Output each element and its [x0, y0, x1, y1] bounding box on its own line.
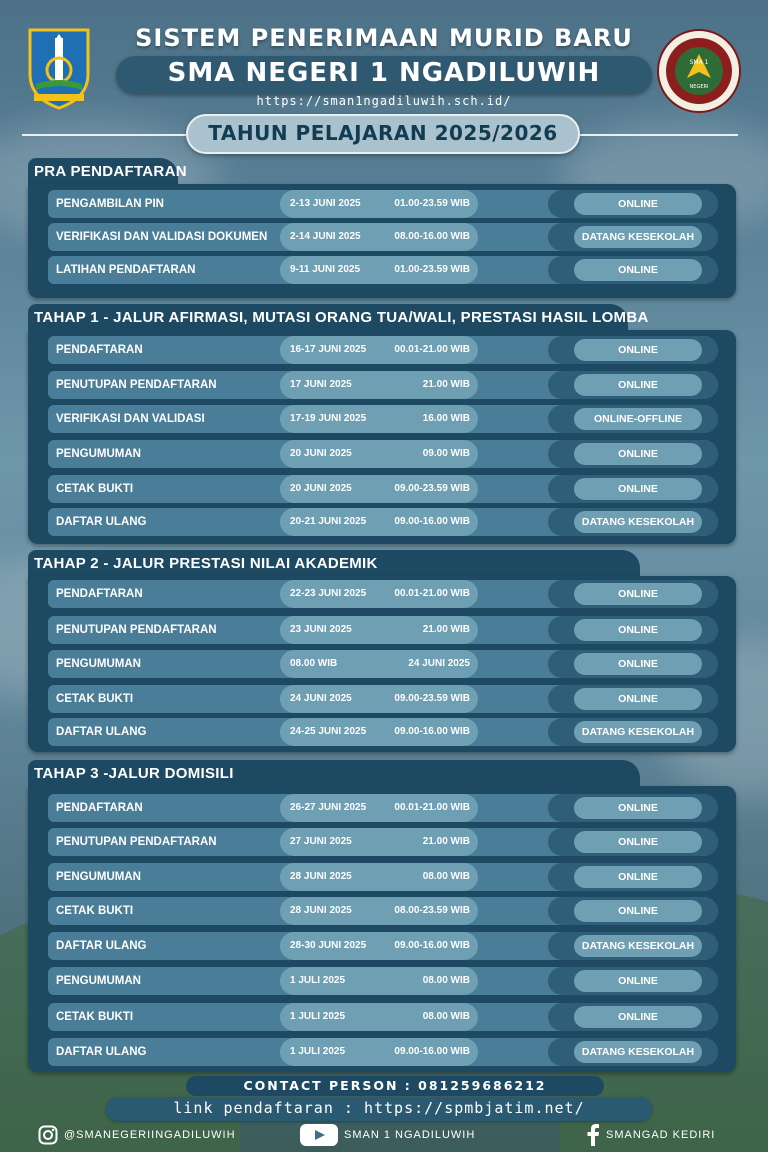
schedule-row	[48, 967, 718, 995]
activity-label: PENDAFTARAN	[56, 802, 143, 814]
activity-date: 22-23 JUNI 2025	[290, 588, 367, 599]
activity-status: ONLINE	[618, 905, 658, 917]
school-year: TAHUN PELAJARAN 2025/2026	[208, 121, 558, 145]
schedule-row	[48, 828, 718, 856]
schedule-row	[48, 405, 718, 433]
activity-time: 01.00-23.59 WIB	[394, 264, 470, 275]
activity-date: 08.00 WIB	[290, 658, 338, 669]
instagram-icon	[38, 1125, 58, 1145]
schedule-row	[48, 508, 718, 536]
activity-date: 2-13 JUNI 2025	[290, 198, 361, 209]
school-website-link[interactable]: https://sman1ngadiluwih.sch.id/	[256, 94, 512, 108]
activity-date: 24-25 JUNI 2025	[290, 726, 367, 737]
activity-time: 16.00 WIB	[422, 413, 470, 424]
poster-header	[0, 0, 768, 160]
activity-date: 23 JUNI 2025	[290, 624, 352, 635]
schedule-row	[48, 190, 718, 218]
activity-date: 20-21 JUNI 2025	[290, 516, 367, 527]
contact-person: CONTACT PERSON : 081259686212	[243, 1078, 547, 1093]
activity-status: ONLINE	[618, 871, 658, 883]
activity-status: DATANG KESEKOLAH	[581, 231, 695, 243]
activity-date: 27 JUNI 2025	[290, 836, 352, 847]
activity-time: 09.00 WIB	[422, 448, 470, 459]
activity-status: ONLINE	[618, 448, 658, 460]
activity-label: CETAK BUKTI	[56, 1011, 134, 1023]
schedule-row	[48, 475, 718, 503]
activity-label: CETAK BUKTI	[56, 693, 134, 705]
activity-status: ONLINE	[618, 379, 658, 391]
schedule-row	[48, 336, 718, 364]
activity-status: ONLINE	[618, 836, 658, 848]
school-badge-icon	[656, 28, 742, 114]
activity-label: DAFTAR ULANG	[56, 726, 147, 738]
activity-time: 08.00 WIB	[422, 871, 470, 882]
divider	[580, 134, 738, 136]
schedule-row	[48, 223, 718, 251]
activity-date: 17 JUNI 2025	[290, 379, 352, 390]
activity-status: DATANG KESEKOLAH	[581, 516, 695, 528]
activity-time: 09.00-23.59 WIB	[394, 483, 470, 494]
activity-status: ONLINE	[618, 624, 658, 636]
activity-time: 08.00-16.00 WIB	[394, 231, 470, 242]
activity-time: 00.01-21.00 WIB	[394, 802, 470, 813]
schedule-row	[48, 863, 718, 891]
activity-time: 08.00 WIB	[422, 1011, 470, 1022]
activity-date: 20 JUNI 2025	[290, 448, 352, 459]
activity-label: PENUTUPAN PENDAFTARAN	[56, 379, 217, 391]
schedule-row	[48, 1038, 718, 1066]
activity-time: 08.00-23.59 WIB	[394, 905, 470, 916]
section-tahap-2	[28, 550, 736, 750]
activity-label: CETAK BUKTI	[56, 905, 134, 917]
activity-date: 17-19 JUNI 2025	[290, 413, 367, 424]
youtube-icon	[300, 1124, 338, 1146]
activity-label: PENGUMUMAN	[56, 448, 141, 460]
instagram-handle[interactable]	[38, 1124, 236, 1146]
activity-status: ONLINE	[618, 658, 658, 670]
section-tahap-1	[28, 304, 736, 544]
section-tahap-3	[28, 760, 736, 1072]
section-pra-pendaftaran	[28, 158, 736, 298]
activity-date: 16-17 JUNI 2025	[290, 344, 367, 355]
activity-date: 1 JULI 2025	[290, 1011, 346, 1022]
schedule-row	[48, 794, 718, 822]
divider	[22, 134, 186, 136]
activity-label: DAFTAR ULANG	[56, 1046, 147, 1058]
activity-label: VERIFIKASI DAN VALIDASI DOKUMEN	[56, 231, 268, 243]
schedule-row	[48, 616, 718, 644]
youtube-label: SMAN 1 NGADILUWIH	[344, 1129, 476, 1141]
activity-date: 28-30 JUNI 2025	[290, 940, 367, 951]
schedule-row	[48, 371, 718, 399]
activity-time: 21.00 WIB	[422, 624, 470, 635]
activity-label: DAFTAR ULANG	[56, 516, 147, 528]
activity-date: 28 JUNI 2025	[290, 905, 352, 916]
schedule-row	[48, 440, 718, 468]
section-title: TAHAP 1 - JALUR AFIRMASI, MUTASI ORANG TUA/WALI, PRESTASI HASIL LOMBA	[34, 309, 649, 326]
schedule-row	[48, 650, 718, 678]
activity-time: 08.00 WIB	[422, 975, 470, 986]
activity-label: LATIHAN PENDAFTARAN	[56, 264, 196, 276]
poster-title: SISTEM PENERIMAAN MURID BARU	[135, 24, 633, 52]
activity-label: PENDAFTARAN	[56, 588, 143, 600]
activity-time: 09.00-16.00 WIB	[394, 516, 470, 527]
activity-date: 28 JUNI 2025	[290, 871, 352, 882]
activity-status: ONLINE	[618, 198, 658, 210]
activity-status: ONLINE	[618, 802, 658, 814]
activity-label: CETAK BUKTI	[56, 483, 134, 495]
schedule-row	[48, 580, 718, 608]
activity-status: ONLINE	[618, 264, 658, 276]
svg-text:SMA 1: SMA 1	[689, 59, 709, 66]
activity-label: PENGUMUMAN	[56, 658, 141, 670]
schedule-row	[48, 718, 718, 746]
activity-time: 00.01-21.00 WIB	[394, 588, 470, 599]
activity-label: PENUTUPAN PENDAFTARAN	[56, 836, 217, 848]
activity-status: ONLINE-OFFLINE	[593, 413, 683, 425]
activity-label: PENGUMUMAN	[56, 975, 141, 987]
activity-status: ONLINE	[618, 588, 658, 600]
activity-date: 24 JUNI 2025	[290, 693, 352, 704]
activity-date: 26-27 JUNI 2025	[290, 802, 367, 813]
activity-date: 1 JULI 2025	[290, 975, 346, 986]
schedule-row	[48, 897, 718, 925]
activity-status: DATANG KESEKOLAH	[581, 1046, 695, 1058]
activity-time: 09.00-16.00 WIB	[394, 940, 470, 951]
activity-status: DATANG KESEKOLAH	[581, 726, 695, 738]
activity-time: 09.00-23.59 WIB	[394, 693, 470, 704]
east-java-emblem-icon	[26, 24, 92, 110]
facebook-icon	[586, 1124, 600, 1146]
activity-status: ONLINE	[618, 693, 658, 705]
activity-label: DAFTAR ULANG	[56, 940, 147, 952]
school-name: SMA NEGERI 1 NGADILUWIH	[167, 58, 601, 88]
schedule-row	[48, 685, 718, 713]
activity-time: 09.00-16.00 WIB	[394, 1046, 470, 1057]
activity-label: PENGUMUMAN	[56, 871, 141, 883]
activity-label: PENUTUPAN PENDAFTARAN	[56, 624, 217, 636]
section-title: TAHAP 2 - JALUR PRESTASI NILAI AKADEMIK	[34, 555, 378, 572]
facebook-label: SMANGAD KEDIRI	[606, 1129, 716, 1141]
activity-status: DATANG KESEKOLAH	[581, 940, 695, 952]
schedule-row	[48, 256, 718, 284]
schedule-row	[48, 932, 718, 960]
activity-time: 00.01-21.00 WIB	[394, 344, 470, 355]
activity-time: 21.00 WIB	[422, 836, 470, 847]
schedule-row	[48, 1003, 718, 1031]
activity-label: PENDAFTARAN	[56, 344, 143, 356]
activity-date: 2-14 JUNI 2025	[290, 231, 361, 242]
activity-date: 20 JUNI 2025	[290, 483, 352, 494]
activity-status: ONLINE	[618, 483, 658, 495]
instagram-label: @SMANEGERIINGADILUWIH	[64, 1129, 236, 1141]
activity-time: 09.00-16.00 WIB	[394, 726, 470, 737]
svg-text:NEGERI: NEGERI	[689, 84, 709, 90]
section-title: TAHAP 3 -JALUR DOMISILI	[34, 765, 234, 782]
activity-time: 21.00 WIB	[422, 379, 470, 390]
youtube-channel[interactable]	[300, 1124, 475, 1146]
activity-date: 9-11 JUNI 2025	[290, 264, 361, 275]
activity-status: ONLINE	[618, 344, 658, 356]
activity-label: PENGAMBILAN PIN	[56, 198, 164, 210]
activity-label: VERIFIKASI DAN VALIDASI	[56, 413, 205, 425]
section-title: PRA PENDAFTARAN	[34, 163, 187, 180]
facebook-page[interactable]	[586, 1124, 715, 1146]
activity-time: 24 JUNI 2025	[408, 658, 470, 669]
activity-status: ONLINE	[618, 1011, 658, 1023]
activity-time: 01.00-23.59 WIB	[394, 198, 470, 209]
activity-status: ONLINE	[618, 975, 658, 987]
registration-link[interactable]: link pendaftaran : https://spmbjatim.net/	[173, 1099, 585, 1117]
activity-date: 1 JULI 2025	[290, 1046, 346, 1057]
